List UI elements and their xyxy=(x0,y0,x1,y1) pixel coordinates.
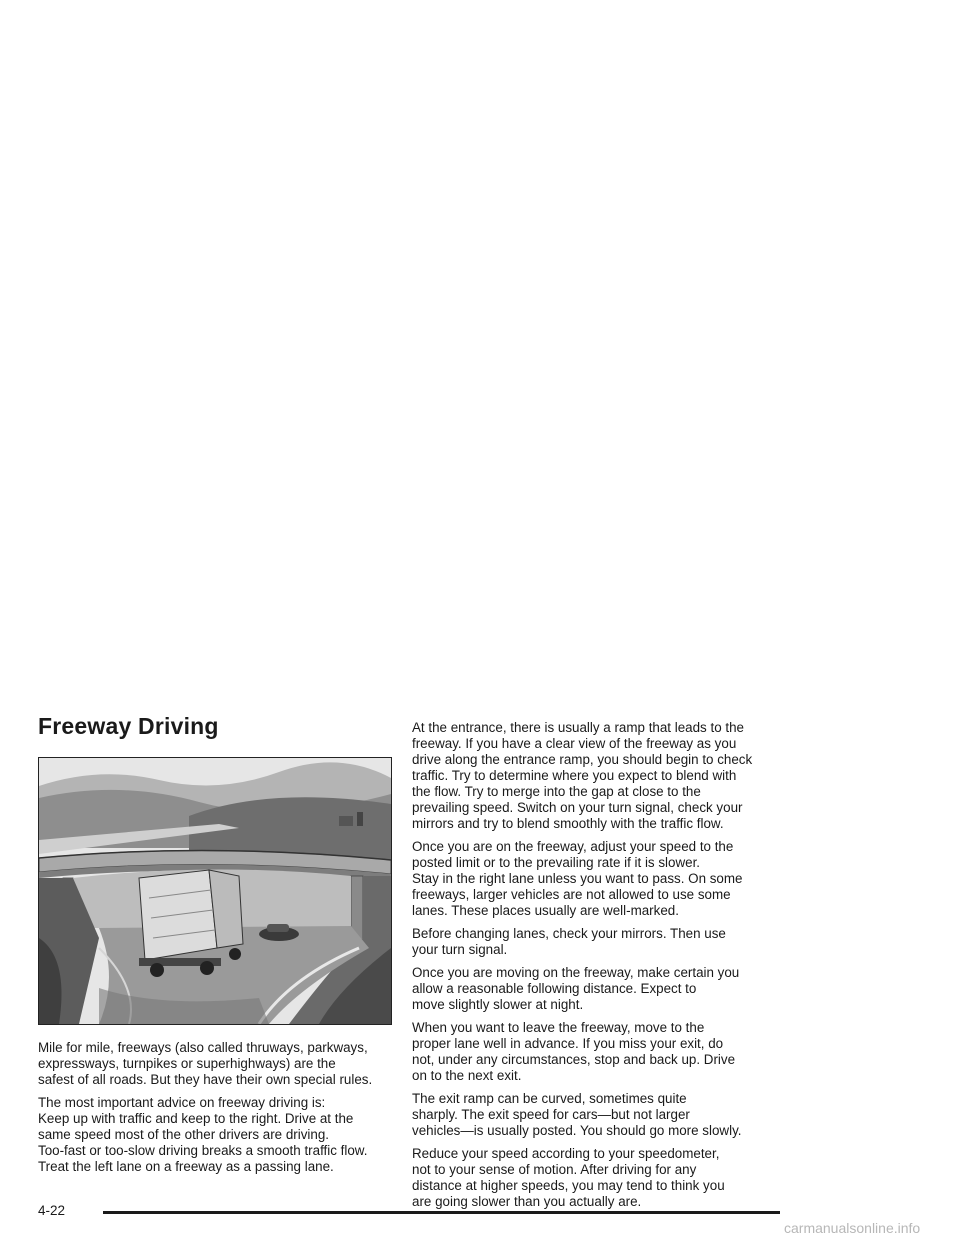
left-column-text xyxy=(38,1040,394,1182)
text-line: At the entrance, there is usually a ramp that leads to the xyxy=(412,720,744,735)
text-line: sharply. The exit speed for cars—but not larger xyxy=(412,1107,690,1122)
paragraph xyxy=(412,720,784,832)
text-line: allow a reasonable following distance. Expect to xyxy=(412,981,697,996)
text-line: When you want to leave the freeway, move to the xyxy=(412,1020,705,1035)
freeway-illustration xyxy=(38,757,392,1025)
paragraph xyxy=(412,1091,784,1139)
paragraph xyxy=(412,839,784,919)
text-line: The most important advice on freeway driving is: xyxy=(38,1095,326,1110)
text-line: Stay in the right lane unless you want to pass. On some xyxy=(412,871,743,886)
text-line: Too-fast or too-slow driving breaks a smooth traffic flow. xyxy=(38,1143,368,1158)
text-line: drive along the entrance ramp, you should begin to check xyxy=(412,752,753,767)
text-line: on to the next exit. xyxy=(412,1068,522,1083)
text-line: safest of all roads. But they have their own special rules. xyxy=(38,1072,373,1087)
text-line: are going slower than you actually are. xyxy=(412,1194,642,1209)
text-line: not to your sense of motion. After driving for any xyxy=(412,1162,697,1177)
paragraph xyxy=(412,965,784,1013)
text-line: move slightly slower at night. xyxy=(412,997,584,1012)
text-line: distance at higher speeds, you may tend to think you xyxy=(412,1178,725,1193)
paragraph xyxy=(412,926,784,958)
text-line: mirrors and try to blend smoothly with the traffic flow. xyxy=(412,816,724,831)
text-line: prevailing speed. Switch on your turn signal, check your xyxy=(412,800,743,815)
page-number: 4-22 xyxy=(38,1203,66,1218)
text-line: vehicles—is usually posted. You should go more slowly. xyxy=(412,1123,742,1138)
text-line: The exit ramp can be curved, sometimes quite xyxy=(412,1091,687,1106)
text-line: freeways, larger vehicles are not allowed to use some xyxy=(412,887,731,902)
text-line: lanes. These places usually are well-marked. xyxy=(412,903,679,918)
paragraph xyxy=(412,1146,784,1210)
paragraph xyxy=(412,1020,784,1084)
text-line: Once you are on the freeway, adjust your speed to the xyxy=(412,839,734,854)
right-column-text xyxy=(412,720,784,1217)
text-line: freeway. If you have a clear view of the freeway as you xyxy=(412,736,737,751)
footer-divider xyxy=(103,1211,780,1214)
text-line: Before changing lanes, check your mirrors. Then use xyxy=(412,926,726,941)
text-line: Keep up with traffic and keep to the right. Drive at the xyxy=(38,1111,354,1126)
text-line: Mile for mile, freeways (also called thruways, parkways, xyxy=(38,1040,368,1055)
paragraph xyxy=(38,1040,394,1088)
text-line: same speed most of the other drivers are driving. xyxy=(38,1127,330,1142)
text-line: posted limit or to the prevailing rate if it is slower. xyxy=(412,855,701,870)
text-line: Once you are moving on the freeway, make certain you xyxy=(412,965,740,980)
text-line: Reduce your speed according to your speedometer, xyxy=(412,1146,720,1161)
text-line: traffic. Try to determine where you expect to blend with xyxy=(412,768,737,783)
text-line: proper lane well in advance. If you miss your exit, do xyxy=(412,1036,724,1051)
text-line: the flow. Try to merge into the gap at close to the xyxy=(412,784,701,799)
text-line: Treat the left lane on a freeway as a passing lane. xyxy=(38,1159,334,1174)
page-title: Freeway Driving xyxy=(38,713,219,739)
text-line: not, under any circumstances, stop and back up. Drive xyxy=(412,1052,736,1067)
paragraph xyxy=(38,1095,394,1175)
text-line: your turn signal. xyxy=(412,942,508,957)
text-line: expressways, turnpikes or superhighways) are the xyxy=(38,1056,336,1071)
watermark: carmanualsonline.info xyxy=(784,1220,921,1236)
